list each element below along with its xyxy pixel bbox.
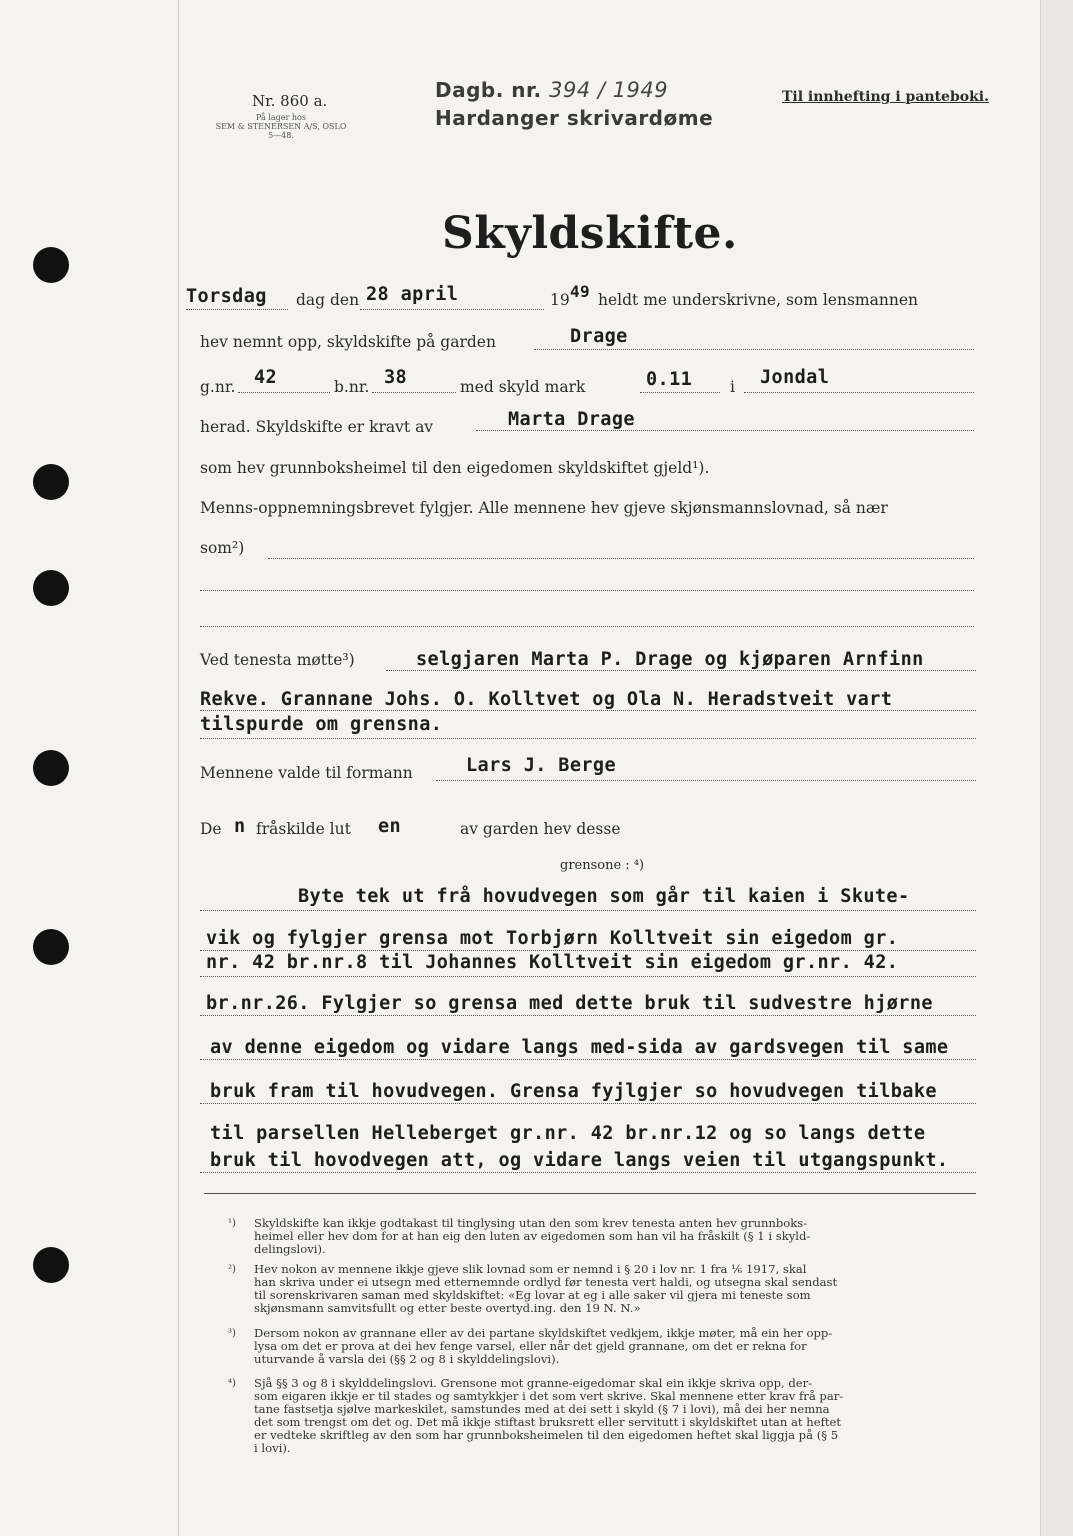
boundary-line: Byte tek ut frå hovudvegen som går til kaien i Skute- [298,886,910,907]
claimant: Marta Drage [508,409,635,430]
boundary-line: vik og fylgjer grensa mot Torbjørn Kolltveit sin eigedom gr. [206,928,899,949]
office-stamp: Hardanger skrivardøme [435,106,714,130]
gnr-value: 42 [254,367,278,388]
boundary-line: bruk fram til hovudvegen. Grensa fyjlgjer so hovudvegen tilbake [210,1081,937,1102]
filing-note: Til innhefting i panteboki. [782,89,989,105]
dagbok-stamp: Dagb. nr. 394 / 1949 [435,78,669,102]
footnote-1: ¹) Skyldskifte kan ikkje godtakast til tinglysing utan den som krev tenesta anten hev grunnboks- heimel eller hev dom for at han eig den luten av eigedomen som han vil ha fråskilt (§ 1 i skyld- delingslovi). [228,1216,811,1256]
punch-hole [33,750,69,786]
attendees-line: tilspurde om grensna. [200,714,443,735]
punch-hole [33,464,69,500]
footnote-3: ³) Dersom nokon av grannane eller av dei partane skyldskiftet vedkjem, ikkje møter, må ein her opp- lysa om det er prova at dei hev fenge varsel, eller når det gjeld grannane, om det er rekna for uturvande å varsla dei (§§ 2 og 8 i skylddelingslovi). [228,1326,833,1366]
boundary-line: av denne eigedom og vidare langs med-sida av gardsvegen til same [210,1037,949,1058]
formann-name: Lars J. Berge [466,755,616,776]
footnote-2: ²) Hev nokon av mennene ikkje gjeve slik lovnad som er nemnd i § 20 i lov nr. 1 fra ⅙ 1917, skal han skriva under ei utsegn med etternemnde ordlyd før tenesta vert haldi, og utsegna skal sendast til sorenskrivaren saman med skyldskiftet: «Eg lovar at eg i alle saker vil gjera mi teneste som skjønsmann samvitsfullt og etter beste overtyd.ing. den 19 N. N.» [228,1262,838,1315]
boundary-line: nr. 42 br.nr.8 til Johannes Kolltveit sin eigedom gr.nr. 42. [206,952,899,973]
form-number: Nr. 860 a. [252,92,328,110]
skyld-value: 0.11 [646,369,693,390]
bnr-value: 38 [384,367,408,388]
page-title: Skyldskifte. [442,208,738,259]
footnote-divider [204,1193,976,1194]
dagbok-number: 394 / 1949 [549,78,669,102]
farm-name: Drage [570,326,628,347]
year: 49 [570,282,591,301]
margin-line [178,0,179,1536]
boundary-line: til parsellen Helleberget gr.nr. 42 br.nr.12 og so langs dette [210,1123,926,1144]
weekday: Torsdag [186,286,267,307]
date: 28 april [366,284,459,305]
municipality: Jondal [760,367,830,388]
punch-hole [33,1247,69,1283]
attendees-line: selgjaren Marta P. Drage og kjøparen Arnfinn [416,649,924,670]
boundary-line: bruk til hovodvegen att, og vidare langs veien til utgangspunkt. [210,1150,949,1171]
punch-hole [33,247,69,283]
publisher-imprint: På lager hos SEM & STENERSEN A/S, OSLO 5—48. [215,113,347,140]
page-edge [1040,0,1073,1536]
punch-hole [33,570,69,606]
punch-hole [33,929,69,965]
document-page: Nr. 860 a. På lager hos SEM & STENERSEN A/S, OSLO 5—48. Dagb. nr. 394 / 1949 Hardanger skrivardøme Til innhefting i panteboki. Skyldskifte. Torsdag dag den 28 april 19 49 heldt me underskrivne, som lensmannen hev nemnt opp, skyldskifte på garden Drage g.nr. 42 b.nr. 38 med skyld mark 0.11 i Jondal herad. Skyldskifte er kravt av Marta Drage som hev grunnboksheimel til den eigedomen skyldskiftet gjeld¹). Menns-oppnemningsbrevet fylgjer. Alle mennene hev gjeve skjønsmannslovnad, så nær som²) Ved tenesta møtte³) selgjaren Marta P. Drage og kjøparen Arnfinn Rekve. Grannane Johs. O. Kolltvet og Ola N. Heradstveit vart tilspurde om grensna. Mennene valde til formann Lars J. Berge De n fråskilde lut en av garden hev desse grensone : ⁴) Byte tek ut frå hovudvegen som går til kaien i Skute- vik og fylgjer grensa mot Torbjørn Kolltveit sin eigedom gr. nr. 42 br.nr.8 til Johannes Kolltveit sin eigedom gr.nr. 42. br.nr.26. Fylgjer so grensa med dette bruk til sudvestre hjørne av denne eigedom og vidare langs med-sida av gardsvegen til same bruk fram til hovudvegen. Grensa fyjlgjer so hovudvegen tilbake til parsellen Helleberget gr.nr. 42 br.nr.12 og so langs dette bruk til hovodvegen att, og vidare langs veien til utgangspunkt. ¹) Skyldskifte kan ikkje godtakast til tinglysing utan den som krev tenesta anten hev grunnboks- heimel eller hev dom for at han eig den luten av eigedomen som han vil ha fråskilt (§ 1 i skyld- delingslovi). ²) Hev nokon av mennene ikkje gjeve slik lovnad som er nemnd i § 20 i lov nr. 1 fra ⅙ 1917, skal han skriva under ei utsegn med etternemnde ordlyd før tenesta vert haldi, og utsegna skal sendast til sorenskrivaren saman med skyldskiftet: «Eg lovar at eg i alle saker vil gjera mi teneste som skjønsmann samvitsfullt og etter beste overtyd.ing. den 19 N. N.» ³) Dersom nokon av grannane eller av dei partane skyldskiftet vedkjem, ikkje møter, må ein her opp- lysa om det er prova at dei hev fenge varsel, eller når det gjeld grannane, om det er rekna for uturvande å varsla dei (§§ 2 og 8 i skylddelingslovi). ⁴) Sjå §§ 3 og 8 i skylddelingslovi. Grensone mot granne-eigedomar skal ein ikkje skriva opp, der- som eigaren ikkje er til stades og samtykkjer i det som vert skrive. Skal mennene etter krav frå par- tane fastsetja sjølve markeskilet, samstundes med at dei sett i skyld (§ 7 i lovi), må dei her nemna det som trengst om det og. Det må ikkje stiftast bruksrett eller servitutt i skyldskiftet utan at heftet er vedteke skriftleg av den som har grunnboksheimelen til den eigedomen heftet skal liggja på (§ 5 i lovi). [0,0,1073,1536]
attendees-line: Rekve. Grannane Johs. O. Kolltvet og Ola N. Heradstveit vart [200,689,893,710]
footnote-4: ⁴) Sjå §§ 3 og 8 i skylddelingslovi. Grensone mot granne-eigedomar skal ein ikkje skriva opp, der- som eigaren ikkje er til stades og samtykkjer i det som vert skrive. Skal mennene etter krav frå par- tane fastsetja sjølve markeskilet, samstundes med at dei sett i skyld (§ 7 i lovi), må dei her nemna det som trengst om det og. Det må ikkje stiftast bruksrett eller servitutt i skyldskiftet utan at heftet er vedteke skriftleg av den som har grunnboksheimelen til den eigedomen heftet skal liggja på (§ 5 i lovi). [228,1376,844,1455]
boundary-line: br.nr.26. Fylgjer so grensa med dette bruk til sudvestre hjørne [206,993,933,1014]
